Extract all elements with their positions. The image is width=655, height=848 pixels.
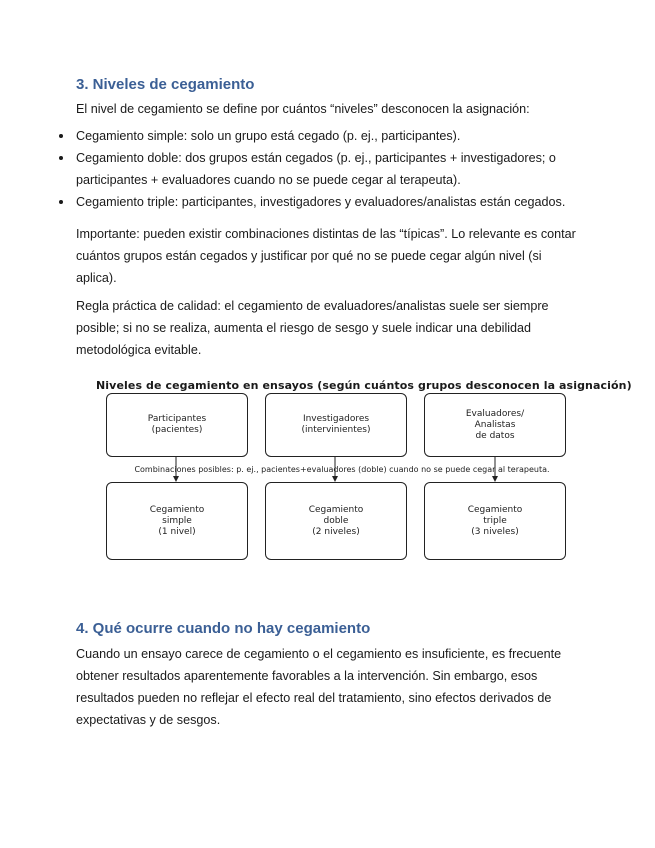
important-note-paragraph: Importante: pueden existir combinaciones distintas de las “típicas”. Lo relevante es contar cuántos grupos están cegados y justificar por qué no se puede cegar algún nivel (si aplica). xyxy=(76,227,576,285)
section-4-body: Cuando un ensayo carece de cegamiento o el cegamiento es insuficiente, es frecuente obtener resultados aparentemente favorables a la intervención. Sin embargo, esos resultados pueden no reflejar el efecto real del tratamiento, sino efectos derivados de expectativas y de sesgos. xyxy=(76,647,562,727)
evaluators-box: Evaluadores/ Analistas de datos xyxy=(424,393,566,457)
double-blind-box: Cegamiento doble (2 niveles) xyxy=(265,482,407,560)
blinding-levels-list xyxy=(57,125,577,213)
list-item: Cegamiento triple: participantes, investigadores y evaluadores/analistas están cegados. xyxy=(57,191,577,213)
section-4-heading: 4. Qué ocurre cuando no hay cegamiento xyxy=(76,620,371,637)
blinding-levels-diagram xyxy=(92,377,632,567)
investigators-box: Investigadores (intervinientes) xyxy=(265,393,407,457)
triple-blind-box: Cegamiento triple (3 niveles) xyxy=(424,482,566,560)
single-blind-box: Cegamiento simple (1 nivel) xyxy=(106,482,248,560)
section-3-intro: El nivel de cegamiento se define por cuántos “niveles” desconocen la asignación: xyxy=(76,102,530,116)
list-item: Cegamiento doble: dos grupos están cegados (p. ej., participantes + investigadores; o participantes + evaluadores cuando no se puede cegar al terapeuta). xyxy=(57,147,577,191)
combinations-note: Combinaciones posibles: p. ej., pacientes+evaluadores (doble) cuando no se puede cegar al terapeuta. xyxy=(134,465,550,474)
diagram-title: Niveles de cegamiento en ensayos (según cuántos grupos desconocen la asignación) xyxy=(96,379,632,392)
participants-box: Participantes (pacientes) xyxy=(106,393,248,457)
section-3-heading: 3. Niveles de cegamiento xyxy=(76,76,255,93)
quality-rule-paragraph: Regla práctica de calidad: el cegamiento de evaluadores/analistas suele ser siempre posible; si no se realiza, aumenta el riesgo de sesgo y suele indicar una debilidad metodológica evitable. xyxy=(76,299,549,357)
list-item: Cegamiento simple: solo un grupo está cegado (p. ej., participantes). xyxy=(57,125,577,147)
